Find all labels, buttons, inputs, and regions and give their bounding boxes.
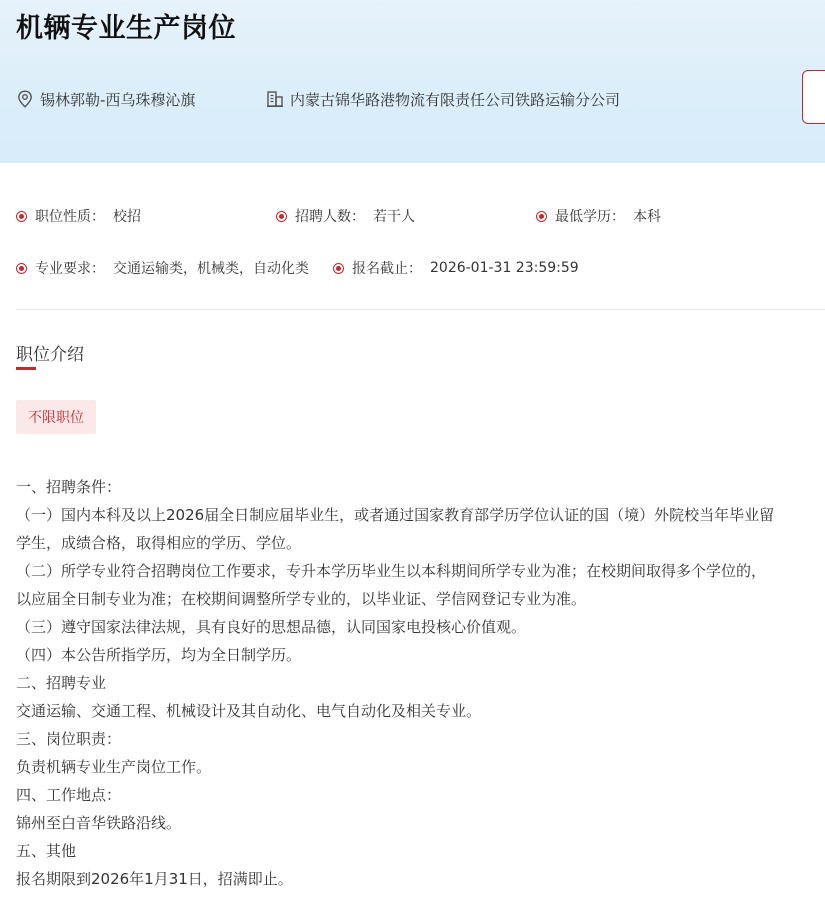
bullet-dot-icon bbox=[536, 211, 547, 222]
attr-major: 专业要求： 交通运输类，机械类，自动化类 bbox=[16, 258, 309, 278]
description-line: 交通运输、交通工程、机械设计及其自动化、电气自动化及相关专业。 bbox=[16, 702, 482, 720]
job-header bbox=[0, 0, 825, 163]
description-line: 报名期限到2026年1月31日，招满即止。 bbox=[16, 870, 293, 888]
job-location bbox=[16, 87, 195, 111]
bullet-dot-icon bbox=[333, 263, 344, 274]
section-title-underline bbox=[16, 367, 36, 370]
attr-headcount: 招聘人数： 若干人 bbox=[276, 206, 415, 226]
description-line: （三）遵守国家法律法规，具有良好的思想品德，认同国家电投核心价值观。 bbox=[16, 618, 527, 636]
divider bbox=[16, 309, 825, 310]
attr-deadline: 报名截止： 2026-01-31 23:59:59 bbox=[333, 258, 579, 278]
bullet-dot-icon bbox=[16, 211, 27, 222]
description-line: 三、岗位职责： bbox=[16, 730, 122, 748]
description-line: 四、工作地点： bbox=[16, 786, 122, 804]
description-line: 锦州至白音华铁路沿线。 bbox=[16, 814, 182, 832]
description-line: 以应届全日制专业为准；在校期间调整所学专业的，以毕业证、学信网登记专业为准。 bbox=[16, 590, 587, 608]
description-line: 负责机辆专业生产岗位工作。 bbox=[16, 758, 212, 776]
bullet-dot-icon bbox=[276, 211, 287, 222]
bullet-dot-icon bbox=[16, 263, 27, 274]
description-line: （一）国内本科及以上2026届全日制应届毕业生，或者通过国家教育部学历学位认证的国（境）外院校当年毕业留 bbox=[16, 506, 775, 524]
description-line: 二、招聘专业 bbox=[16, 674, 107, 692]
description-line: 一、招聘条件： bbox=[16, 478, 122, 496]
apply-button[interactable] bbox=[802, 70, 825, 124]
position-tag: 不限职位 bbox=[16, 400, 96, 434]
location-pin-icon bbox=[16, 90, 34, 108]
job-company[interactable] bbox=[266, 87, 620, 111]
description-line: （二）所学专业符合招聘岗位工作要求，专升本学历毕业生以本科期间所学专业为准；在校期间取得多个学位的， bbox=[16, 562, 767, 580]
company-name: 内蒙古锦华路港物流有限责任公司铁路运输分公司 bbox=[290, 90, 621, 109]
description-line: 五、其他 bbox=[16, 842, 77, 860]
job-title: 机辆专业生产岗位 bbox=[16, 13, 236, 44]
location-text: 锡林郭勒-西乌珠穆沁旗 bbox=[40, 90, 196, 109]
job-description bbox=[16, 473, 825, 893]
section-title: 职位介绍 bbox=[16, 345, 84, 365]
description-line: 学生，成绩合格，取得相应的学历、学位。 bbox=[16, 534, 302, 552]
building-icon bbox=[266, 90, 284, 108]
attr-education: 最低学历： 本科 bbox=[536, 206, 661, 226]
attr-job-type: 职位性质： 校招 bbox=[16, 206, 141, 226]
description-line: （四）本公告所指学历，均为全日制学历。 bbox=[16, 646, 302, 664]
